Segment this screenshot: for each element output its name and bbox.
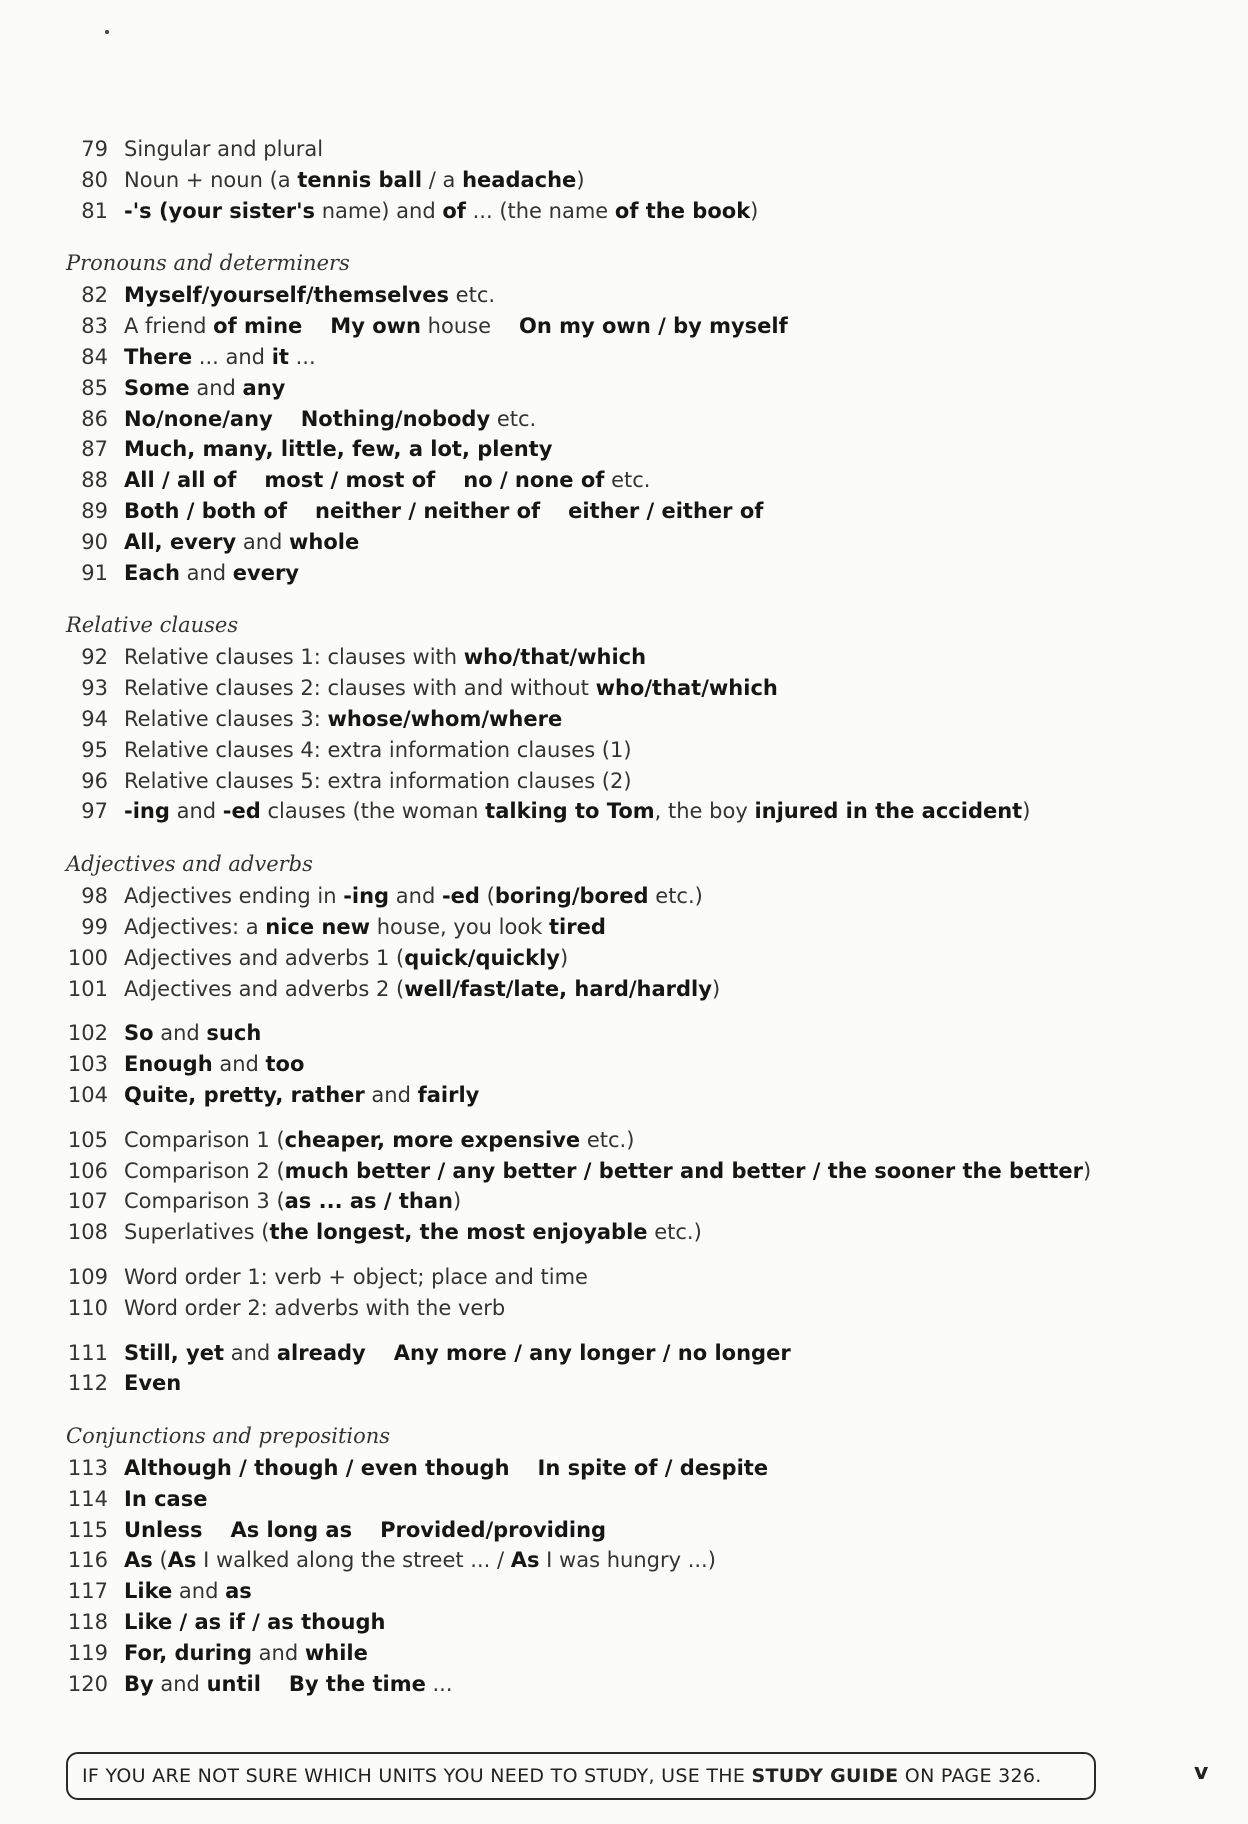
unit-number: 104 <box>67 1082 108 1107</box>
title-part: Relative clauses 5: extra information clauses (2) <box>124 768 632 793</box>
unit-title <box>124 735 632 766</box>
unit-title <box>124 280 495 311</box>
title-bold-part: nice new <box>265 914 371 939</box>
unit-entry <box>66 373 1146 404</box>
title-bold-part: Myself/yourself/themselves <box>124 283 449 308</box>
unit-entry <box>66 912 1146 943</box>
unit-number: 85 <box>81 375 108 400</box>
unit-entry <box>66 881 1146 912</box>
unit-entry <box>66 1453 1146 1484</box>
title-part: and <box>172 1579 226 1604</box>
unit-number: 94 <box>81 706 108 731</box>
unit-entry <box>66 974 1146 1005</box>
unit-title <box>124 434 552 465</box>
unit-title <box>124 134 323 165</box>
unit-number: 120 <box>67 1671 108 1696</box>
title-bold-part: Even <box>124 1371 182 1396</box>
title-part: ( <box>479 884 495 909</box>
unit-number: 95 <box>81 737 108 762</box>
title-part: ) <box>559 945 569 970</box>
study-guide-link-text: STUDY GUIDE <box>751 1765 899 1787</box>
title-bold-part: -ing <box>343 884 390 909</box>
unit-number: 112 <box>67 1371 108 1396</box>
title-part: ... (the name <box>465 198 615 223</box>
title-part: Comparison 1 ( <box>124 1127 285 1152</box>
unit-number: 111 <box>67 1340 108 1365</box>
title-part: Relative clauses 2: clauses with and without <box>124 676 596 701</box>
unit-number: 84 <box>81 344 108 369</box>
unit-entry <box>66 1368 1146 1399</box>
unit-entry <box>66 766 1146 797</box>
speck-mark <box>105 30 109 34</box>
title-part: Comparison 2 ( <box>124 1158 285 1183</box>
title-part: and <box>364 1082 418 1107</box>
title-bold-part: of the book <box>614 198 751 223</box>
unit-title <box>124 1080 479 1111</box>
title-part: etc.) <box>647 1220 702 1245</box>
title-part: Adjectives and adverbs 2 ( <box>124 976 405 1001</box>
unit-entry <box>66 796 1146 827</box>
unit-title <box>124 1217 702 1248</box>
page-number: v <box>1194 1760 1209 1785</box>
title-bold-part: well/fast/late, hard/hardly <box>404 976 712 1001</box>
unit-title <box>124 1607 385 1638</box>
unit-entry <box>66 134 1146 165</box>
study-guide-note-pre: IF YOU ARE NOT SURE WHICH UNITS YOU NEED TO STUDY, USE THE <box>82 1765 752 1787</box>
unit-number: 91 <box>81 560 108 585</box>
unit-title <box>124 165 585 196</box>
title-bold-part: Still, yet <box>124 1340 225 1365</box>
title-part: ... <box>288 344 316 369</box>
unit-entry <box>66 311 1146 342</box>
title-bold-part: neither / neither of <box>315 498 541 523</box>
title-part: and <box>153 1021 207 1046</box>
unit-number: 113 <box>67 1456 108 1481</box>
title-bold-part: My own <box>330 314 421 339</box>
title-bold-part: already <box>276 1340 366 1365</box>
title-part: ) <box>452 1189 462 1214</box>
title-bold-part: no / none of <box>463 468 605 493</box>
title-bold-part: Nothing/nobody <box>300 406 491 431</box>
title-part: , the boy <box>654 799 755 824</box>
title-bold-part: Each <box>124 560 180 585</box>
unit-number: 81 <box>81 198 108 223</box>
unit-title <box>124 1293 505 1324</box>
unit-title <box>124 496 763 527</box>
unit-title <box>124 1338 791 1369</box>
unit-number: 80 <box>81 167 108 192</box>
title-bold-part: the longest, the most enjoyable <box>269 1220 648 1245</box>
unit-entry <box>66 1080 1146 1111</box>
title-bold-part: -ed <box>441 884 480 909</box>
section-heading: Adjectives and adverbs <box>66 852 313 877</box>
title-bold-part: By the time <box>288 1671 426 1696</box>
unit-number: 88 <box>81 468 108 493</box>
unit-number: 105 <box>67 1127 108 1152</box>
title-bold-part: Any more / any longer / no longer <box>393 1340 791 1365</box>
unit-entry <box>66 1576 1146 1607</box>
title-bold-part: injured in the accident <box>754 799 1023 824</box>
title-bold-part: headache <box>462 167 577 192</box>
title-part: / a <box>422 167 463 192</box>
unit-number: 114 <box>67 1486 108 1511</box>
study-guide-note-post: ON PAGE 326. <box>898 1765 1042 1787</box>
unit-number: 83 <box>81 314 108 339</box>
unit-title <box>124 1049 304 1080</box>
title-bold-part: it <box>271 344 289 369</box>
unit-entry <box>66 434 1146 465</box>
unit-number: 89 <box>81 498 108 523</box>
contents-section <box>66 134 1146 226</box>
unit-title <box>124 373 285 404</box>
unit-title <box>124 1262 588 1293</box>
unit-entry <box>66 196 1146 227</box>
contents-section <box>66 1018 1146 1110</box>
title-bold-part: too <box>265 1052 305 1077</box>
contents-section <box>66 1338 1146 1400</box>
contents-list <box>66 134 1146 1721</box>
unit-title <box>124 1545 716 1576</box>
title-part: ) <box>750 198 759 223</box>
title-part: Word order 2: adverbs with the verb <box>124 1295 506 1320</box>
title-bold-part: Both / both of <box>124 498 288 523</box>
title-bold-part: any <box>242 375 286 400</box>
title-part: ) <box>711 976 721 1001</box>
unit-title <box>124 311 788 342</box>
title-bold-part: All / all of <box>124 468 237 493</box>
unit-number: 106 <box>67 1158 108 1183</box>
title-bold-part: whose/whom/where <box>327 706 563 731</box>
title-part: Word order 1: verb + object; place and time <box>124 1264 588 1289</box>
unit-number: 82 <box>81 283 108 308</box>
unit-entry <box>66 1338 1146 1369</box>
title-part: and <box>236 529 290 554</box>
title-bold-part: So <box>124 1021 154 1046</box>
title-bold-part: boring/bored <box>494 884 649 909</box>
unit-number: 96 <box>81 768 108 793</box>
unit-number: 108 <box>67 1220 108 1245</box>
unit-title <box>124 1156 1091 1187</box>
study-guide-note <box>82 1765 1042 1787</box>
title-bold-part: while <box>304 1640 368 1665</box>
title-bold-part: much better / any better / better and better / the sooner the better <box>284 1158 1084 1183</box>
title-part: house, you look <box>370 914 550 939</box>
title-bold-part: Like <box>124 1579 173 1604</box>
title-part: Relative clauses 3: <box>124 706 328 731</box>
title-bold-part: Some <box>124 375 190 400</box>
unit-number: 115 <box>67 1517 108 1542</box>
title-bold-part: As <box>167 1548 197 1573</box>
title-part: and <box>212 1052 266 1077</box>
title-bold-part: whole <box>289 529 360 554</box>
unit-entry <box>66 1262 1146 1293</box>
title-bold-part: tennis ball <box>297 167 423 192</box>
title-bold-part: Much, many, little, few, a lot, plenty <box>124 437 553 462</box>
unit-number: 118 <box>67 1610 108 1635</box>
title-bold-part: either / either of <box>568 498 764 523</box>
unit-title <box>124 527 359 558</box>
unit-entry <box>66 1484 1146 1515</box>
title-bold-part: of <box>442 198 466 223</box>
unit-number: 92 <box>81 645 108 670</box>
unit-number: 98 <box>81 884 108 909</box>
title-part: Noun + noun (a <box>124 167 298 192</box>
title-bold-part: Quite, pretty, rather <box>124 1082 365 1107</box>
title-part: etc. <box>604 468 651 493</box>
title-part: Relative clauses 4: extra information clauses (1) <box>124 737 632 762</box>
title-part: etc. <box>490 406 537 431</box>
unit-title <box>124 642 646 673</box>
contents-section <box>66 610 1146 827</box>
unit-entry <box>66 1515 1146 1546</box>
title-bold-part: There <box>124 344 193 369</box>
unit-number: 99 <box>81 914 108 939</box>
title-bold-part: Although / though / even though <box>124 1456 510 1481</box>
title-part: Adjectives and adverbs 1 ( <box>124 945 405 970</box>
contents-section <box>66 248 1146 588</box>
title-bold-part: In case <box>124 1486 208 1511</box>
unit-title <box>124 912 606 943</box>
section-heading: Relative clauses <box>66 613 239 638</box>
unit-number: 86 <box>81 406 108 431</box>
unit-number: 119 <box>67 1640 108 1665</box>
title-part: and <box>252 1640 305 1665</box>
title-bold-part: Unless <box>124 1517 203 1542</box>
unit-title <box>124 1125 634 1156</box>
title-bold-part: As long as <box>230 1517 353 1542</box>
title-bold-part: talking to Tom <box>485 799 655 824</box>
unit-title <box>124 673 778 704</box>
title-part: Relative clauses 1: clauses with <box>124 645 464 670</box>
unit-number: 79 <box>81 137 108 161</box>
unit-number: 93 <box>81 676 108 701</box>
unit-title <box>124 1368 181 1399</box>
unit-title <box>124 704 562 735</box>
unit-title <box>124 974 720 1005</box>
unit-entry <box>66 404 1146 435</box>
unit-entry <box>66 1607 1146 1638</box>
unit-title <box>124 342 316 373</box>
unit-entry <box>66 527 1146 558</box>
unit-entry <box>66 1545 1146 1576</box>
unit-number: 102 <box>67 1021 108 1046</box>
unit-number: 110 <box>67 1295 108 1320</box>
section-heading: Pronouns and determiners <box>66 251 350 276</box>
title-bold-part: In spite of / despite <box>537 1456 769 1481</box>
unit-title <box>124 1018 261 1049</box>
unit-entry <box>66 943 1146 974</box>
title-bold-part: -ing <box>124 799 170 824</box>
unit-entry <box>66 1293 1146 1324</box>
unit-title <box>124 1484 207 1515</box>
title-part: etc.) <box>580 1127 635 1152</box>
title-part: I walked along the street ... / <box>196 1548 511 1573</box>
title-bold-part: As <box>124 1548 153 1573</box>
unit-entry <box>66 1156 1146 1187</box>
unit-entry <box>66 465 1146 496</box>
unit-title <box>124 1576 252 1607</box>
unit-title <box>124 404 536 435</box>
title-bold-part: who/that/which <box>463 645 647 670</box>
title-bold-part: As <box>510 1548 540 1573</box>
title-part: clauses (the woman <box>260 799 486 824</box>
title-part: Adjectives ending in <box>124 884 344 909</box>
unit-number: 101 <box>67 976 108 1001</box>
unit-number: 107 <box>67 1189 108 1214</box>
unit-number: 90 <box>81 529 108 554</box>
title-part: ( <box>152 1548 168 1573</box>
unit-entry <box>66 342 1146 373</box>
unit-number: 116 <box>67 1548 108 1573</box>
title-part: and <box>189 375 243 400</box>
unit-entry <box>66 735 1146 766</box>
unit-title <box>124 1638 368 1669</box>
title-bold-part: -ed <box>222 799 261 824</box>
unit-entry <box>66 1669 1146 1700</box>
unit-number: 97 <box>81 799 108 824</box>
title-bold-part: every <box>232 560 300 585</box>
title-part: name) and <box>315 198 443 223</box>
title-bold-part: of mine <box>213 314 303 339</box>
title-bold-part: cheaper, more expensive <box>284 1127 581 1152</box>
title-part: ) <box>576 167 585 192</box>
unit-entry <box>66 1049 1146 1080</box>
title-part: and <box>224 1340 277 1365</box>
title-part: and <box>179 560 233 585</box>
title-part: Superlatives ( <box>124 1220 270 1245</box>
unit-entry <box>66 558 1146 589</box>
title-part: Singular and plural <box>124 137 324 161</box>
title-bold-part: All, every <box>124 529 237 554</box>
unit-title <box>124 943 568 974</box>
unit-title <box>124 1515 606 1546</box>
title-part: etc. <box>449 283 496 308</box>
unit-entry <box>66 704 1146 735</box>
unit-number: 109 <box>67 1264 108 1289</box>
contents-section <box>66 1421 1146 1699</box>
unit-entry <box>66 280 1146 311</box>
unit-entry <box>66 496 1146 527</box>
unit-entry <box>66 673 1146 704</box>
title-bold-part: quick/quickly <box>404 945 560 970</box>
unit-title <box>124 465 650 496</box>
title-part: A friend <box>124 314 214 339</box>
unit-number: 100 <box>67 945 108 970</box>
title-bold-part: On my own / by myself <box>519 314 788 339</box>
title-bold-part: tired <box>549 914 606 939</box>
title-bold-part: For, during <box>124 1640 252 1665</box>
unit-entry <box>66 1638 1146 1669</box>
unit-title <box>124 766 632 797</box>
title-part: I was hungry ...) <box>539 1548 716 1573</box>
unit-title <box>124 1669 453 1700</box>
contents-section <box>66 1262 1146 1324</box>
title-bold-part: Like / as if / as though <box>124 1610 386 1635</box>
unit-title <box>124 558 299 589</box>
title-part: Comparison 3 ( <box>124 1189 285 1214</box>
title-bold-part: as ... as / than <box>284 1189 453 1214</box>
title-bold-part: as <box>225 1579 252 1604</box>
title-part: ... <box>425 1671 453 1696</box>
section-heading: Conjunctions and prepositions <box>66 1424 391 1449</box>
title-part: ) <box>1022 799 1031 824</box>
title-part: and <box>389 884 442 909</box>
unit-title <box>124 796 1030 827</box>
unit-entry <box>66 165 1146 196</box>
title-part: house <box>420 314 491 339</box>
unit-title <box>124 1453 768 1484</box>
unit-number: 87 <box>81 437 108 462</box>
title-bold-part: No/none/any <box>124 406 273 431</box>
title-bold-part: until <box>206 1671 261 1696</box>
title-bold-part: -'s (your sister's <box>124 198 316 223</box>
unit-number: 117 <box>67 1579 108 1604</box>
title-part: etc.) <box>648 884 703 909</box>
title-bold-part: Provided/providing <box>380 1517 607 1542</box>
unit-entry <box>66 1125 1146 1156</box>
title-part: Adjectives: a <box>124 914 266 939</box>
title-bold-part: most / most of <box>264 468 436 493</box>
title-part: ) <box>1083 1158 1092 1183</box>
unit-title <box>124 1186 461 1217</box>
unit-entry <box>66 642 1146 673</box>
unit-title <box>124 881 703 912</box>
title-bold-part: Enough <box>124 1052 213 1077</box>
title-part: ... and <box>192 344 272 369</box>
title-part: and <box>153 1671 207 1696</box>
title-part: and <box>169 799 223 824</box>
title-bold-part: who/that/which <box>595 676 778 701</box>
contents-section <box>66 1125 1146 1248</box>
title-bold-part: fairly <box>417 1082 480 1107</box>
unit-entry <box>66 1186 1146 1217</box>
unit-number: 103 <box>67 1052 108 1077</box>
unit-entry <box>66 1018 1146 1049</box>
title-bold-part: such <box>206 1021 262 1046</box>
contents-section <box>66 849 1146 1004</box>
unit-entry <box>66 1217 1146 1248</box>
unit-title <box>124 196 758 227</box>
title-bold-part: By <box>124 1671 154 1696</box>
